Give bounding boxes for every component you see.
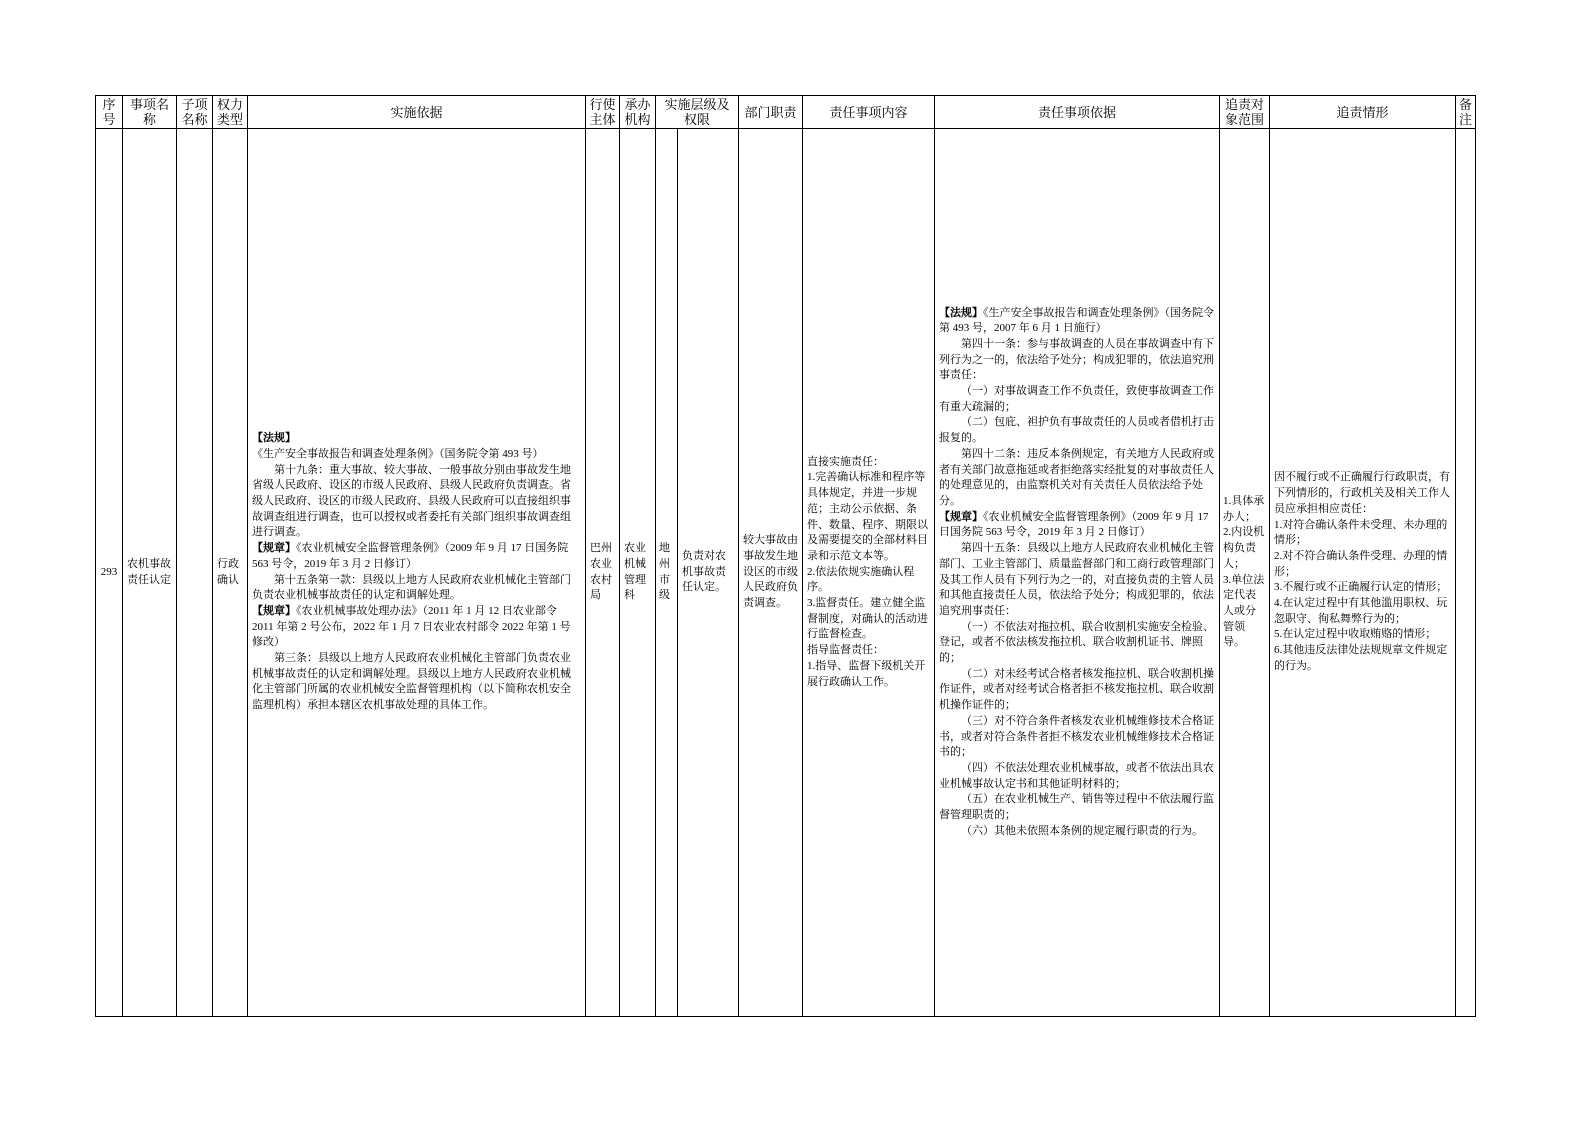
header-department-duty: 部门职责 [739, 96, 803, 129]
header-accountability-scope: 追责对象范围 [1220, 96, 1270, 129]
accountability-circumstance-item: 6.其他违反法律处法规规章文件规定的行为。 [1274, 644, 1448, 672]
accountability-scope-item: 1.具体承办人； [1223, 494, 1265, 523]
basis-label: 【法规】 [252, 432, 296, 445]
cell-accountability-scope [1220, 129, 1270, 1017]
header-accountability-circumstances: 追责情形 [1270, 96, 1456, 129]
accountability-circumstance-item: 4.在认定过程中有其他滥用职权、玩忽职守、徇私舞弊行为的； [1274, 597, 1448, 625]
responsibility-content-paragraph: 指导监督责任： [807, 644, 885, 657]
cell-power-type: 行政确认 [213, 129, 248, 1017]
basis-paragraph [252, 431, 581, 462]
header-seq: 序号 [96, 96, 123, 129]
responsibility-basis-paragraph: 第四十一条：参与事故调查的人员在事故调查中有下列行为之一的，依法给予处分；构成犯罪的，依法追究刑事责任： [939, 337, 1215, 382]
responsibility-table [95, 95, 1476, 1017]
cell-basis [248, 129, 586, 1017]
responsibility-basis-paragraph [939, 306, 1215, 337]
cell-level: 地州市级 [656, 129, 678, 1017]
responsibility-basis-paragraph: （五）在农业机械生产、销售等过程中不依法履行监督管理职责的； [939, 793, 1215, 822]
responsibility-basis-paragraph: （一）对事故调查工作不负责任，致使事故调查工作有重大疏漏的； [939, 385, 1215, 413]
responsibility-basis-text: 《农业机械安全监督管理条例》（2009 年 9 月 17 日国务院 563 号令，2019 年 3 月 2 日修订） [939, 510, 1209, 539]
basis-label: 【规章】 [252, 542, 296, 555]
cell-item-name: 农机事故责任认定 [123, 129, 177, 1017]
cell-remarks [1456, 129, 1476, 1017]
responsibility-basis-paragraph: （二）包庇、袒护负有事故责任的人员或者借机打击报复的。 [939, 416, 1215, 445]
cell-sub-item-name [177, 129, 213, 1017]
header-level-and-authority: 实施层级及权限 [656, 96, 739, 129]
header-sub-item-name: 子项名称 [177, 96, 213, 129]
responsibility-basis-paragraph [939, 510, 1215, 541]
basis-label: 【规章】 [252, 604, 296, 617]
accountability-circumstance-item: 5.在认定过程中收取贿赂的情形； [1274, 628, 1437, 641]
accountability-circumstance-item: 1.对符合确认条件未受理、未办理的情形； [1274, 518, 1448, 547]
basis-text: 《农业机械事故处理办法》（2011 年 1 月 12 日农业部令 2011 年第 2 号公布，2022 年 1 月 7 日农业农村部令 2022 年第 1 号修改） [252, 604, 571, 649]
header-handling-unit: 承办机构 [620, 96, 656, 129]
basis-paragraph [252, 604, 581, 651]
accountability-scope-item: 3.单位法定代表人或分管领导。 [1223, 573, 1265, 649]
cell-exercising-body: 巴州农业农村局 [586, 129, 620, 1017]
table-row [96, 129, 1476, 1017]
accountability-scope-item: 2.内设机构负责人； [1223, 526, 1265, 570]
responsibility-basis-paragraph: （三）对不符合条件者核发农业机械维修技术合格证书，或者对符合条件者拒不核发农业机械维修技术合格证书的； [939, 714, 1215, 759]
responsibility-content-paragraph: 1.完善确认标准和程序等具体规定，并进一步规范；主动公示依据、条件、数量、程序、期限以及需要提交的全部材料目录和示范文本等。 [807, 471, 929, 562]
responsibility-basis-paragraph: 第四十五条：县级以上地方人民政府农业机械化主管部门、工业主管部门、质量监督部门和工商行政管理部门及其工作人员有下列行为之一的，对直接负责的主管人员和其他直接责任人员，依法给予处分；构成犯罪的，依法追究刑事责任： [939, 542, 1215, 617]
basis-text: 《生产安全事故报告和调查处理条例》（国务院令第 493 号） [252, 447, 544, 460]
responsibility-basis-paragraph: （四）不依法处理农业机械事故，或者不依法出具农业机械事故认定书和其他证明材料的； [939, 761, 1215, 790]
basis-text: 《农业机械安全监督管理条例》（2009 年 9 月 17 日国务院 563 号令，2019 年 3 月 2 日修订） [252, 542, 569, 570]
responsibility-basis-label: 【法规】 [939, 306, 984, 319]
header-exercising-body: 行使主体 [586, 96, 620, 129]
cell-responsibility-basis [935, 129, 1220, 1017]
header-basis: 实施依据 [248, 96, 586, 129]
responsibility-basis-paragraph: （一）不依法对拖拉机、联合收割机实施安全检验、登记，或者不依法核发拖拉机、联合收割机证书、牌照的； [939, 620, 1215, 665]
accountability-circumstance-item: 因不履行或不正确履行行政职责，有下列情形的，行政机关及相关工作人员应承担相应责任： [1274, 471, 1451, 515]
accountability-circumstance-item: 3.不履行或不正确履行认定的情形； [1274, 581, 1448, 594]
header-remarks: 备注 [1456, 96, 1476, 129]
power-list-sheet [95, 95, 1475, 1015]
responsibility-basis-label: 【规章】 [939, 510, 984, 523]
responsibility-basis-paragraph: （二）对未经考试合格者核发拖拉机、联合收割机操作证件，或者对经考试合格者拒不核发拖拉机、联合收割机操作证件的； [939, 667, 1215, 712]
basis-paragraph [252, 541, 581, 572]
cell-department-duty: 较大事故由事故发生地设区的市级人民政府负责调查。 [739, 129, 803, 1017]
basis-paragraph: 第十九条：重大事故、较大事故、一般事故分别由事故发生地省级人民政府、设区的市级人民政府、县级人民政府负责调查。省级人民政府、设区的市级人民政府、县级人民政府可以直接组织事故调查组进行调查，也可以授权或者委托有关部门组织事故调查组进行调查。 [252, 463, 571, 539]
responsibility-content-paragraph: 2.依法依规实施确认程序。 [807, 565, 915, 594]
cell-seq: 293 [96, 129, 123, 1017]
basis-paragraph: 第十五条第一款：县级以上地方人民政府农业机械化主管部门负责农业机械事故责任的认定和调解处理。 [252, 573, 571, 602]
cell-accountability-circumstances [1270, 129, 1456, 1017]
responsibility-basis-paragraph: （六）其他未依照本条例的规定履行职责的行为。 [961, 824, 1204, 837]
header-power-type: 权力类型 [213, 96, 248, 129]
accountability-circumstance-item: 2.对不符合确认条件受理、办理的情形； [1274, 549, 1448, 578]
responsibility-content-paragraph: 3.监督责任。建立健全监督制度，对确认的活动进行监督检查。 [807, 597, 929, 641]
responsibility-basis-paragraph: 第四十二条：违反本条例规定，有关地方人民政府或者有关部门故意拖延或者拒绝落实经批复的对事故责任人的处理意见的，由监察机关对有关责任人员依法给予处分。 [939, 447, 1215, 507]
header-responsibility-basis: 责任事项依据 [935, 96, 1220, 129]
basis-paragraph: 第三条：县级以上地方人民政府农业机械化主管部门负责农业机械事故责任的认定和调解处理。县级以上地方人民政府农业机械化主管部门所属的农业机械安全监督管理机构（以下简称农机安全监理机构）承担本辖区农机事故处理的具体工作。 [252, 652, 571, 712]
responsibility-basis-text: 《生产安全事故报告和调查处理条例》（国务院令第 493 号，2007 年 6 月 1 日施行） [939, 306, 1215, 335]
header-item-name: 事项名称 [123, 96, 177, 129]
header-responsibility-content: 责任事项内容 [803, 96, 935, 129]
responsibility-content-paragraph: 1.指导、监督下级机关开展行政确认工作。 [807, 659, 926, 688]
header-row [96, 96, 1476, 129]
responsibility-content-paragraph: 直接实施责任： [807, 455, 885, 468]
cell-handling-unit: 农业机械管理科 [620, 129, 656, 1017]
cell-responsibility-content [803, 129, 935, 1017]
cell-authority: 负责对农机事故责任认定。 [678, 129, 739, 1017]
